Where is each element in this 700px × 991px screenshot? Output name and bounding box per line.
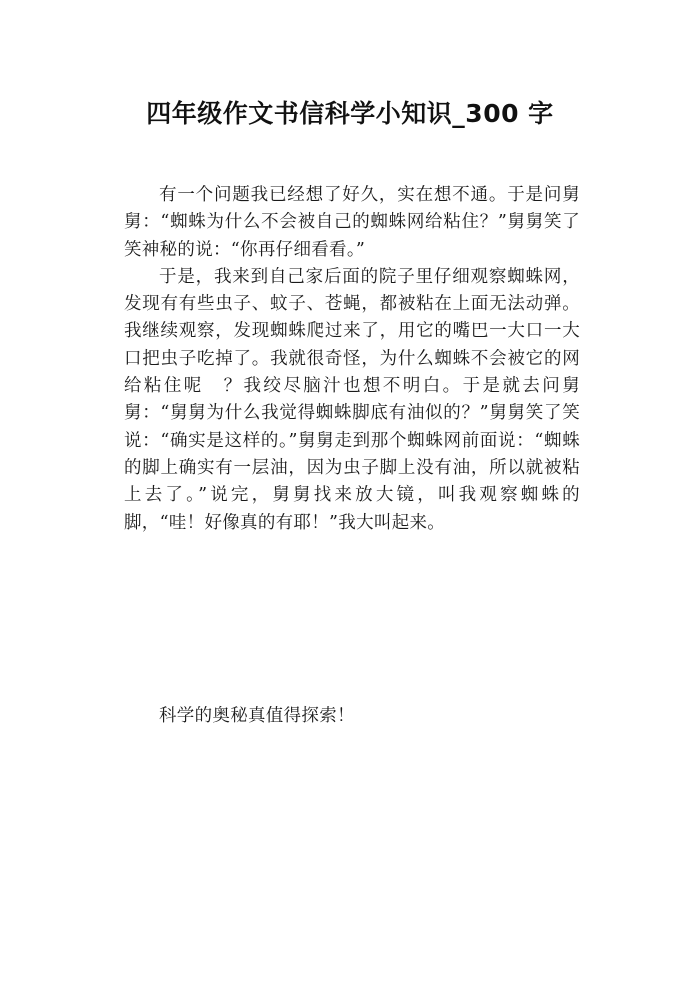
document-title: 四年级作文书信科学小知识_300 字 bbox=[146, 99, 554, 128]
paragraph-2: 于是，我来到自己家后面的院子里仔细观察蜘蛛网，发现有有些虫子、蚊子、苍蝇，都被粘在上面无法动弹。我继续观察，发现蜘蛛爬过来了，用它的嘴巴一大口一大口把虫子吃掉了。我就很奇怪，为什么蜘蛛不会被它的网给粘住呢 ？我绞尽脑汁也想不明白。于是就去问舅舅：“舅舅为什么我觉得蜘蛛脚底有油似的？”舅舅笑了笑说：“确实是这样的。”舅舅走到那个蜘蛛网前面说：“蜘蛛的脚上确实有一层油，因为虫子脚上没有油，所以就被粘上去了。”说完，舅舅找来放大镜，叫我观察蜘蛛的脚，“哇！好像真的有耶！”我大叫起来。 bbox=[124, 266, 580, 533]
essay-body bbox=[124, 182, 580, 537]
closing-line: 科学的奥秘真值得探索！ bbox=[159, 706, 355, 726]
paragraph-1: 有一个问题我已经想了好久，实在想不通。于是问舅舅：“蜘蛛为什么不会被自己的蜘蛛网给粘住？”舅舅笑了笑神秘的说：“你再仔细看看。” bbox=[124, 185, 580, 260]
